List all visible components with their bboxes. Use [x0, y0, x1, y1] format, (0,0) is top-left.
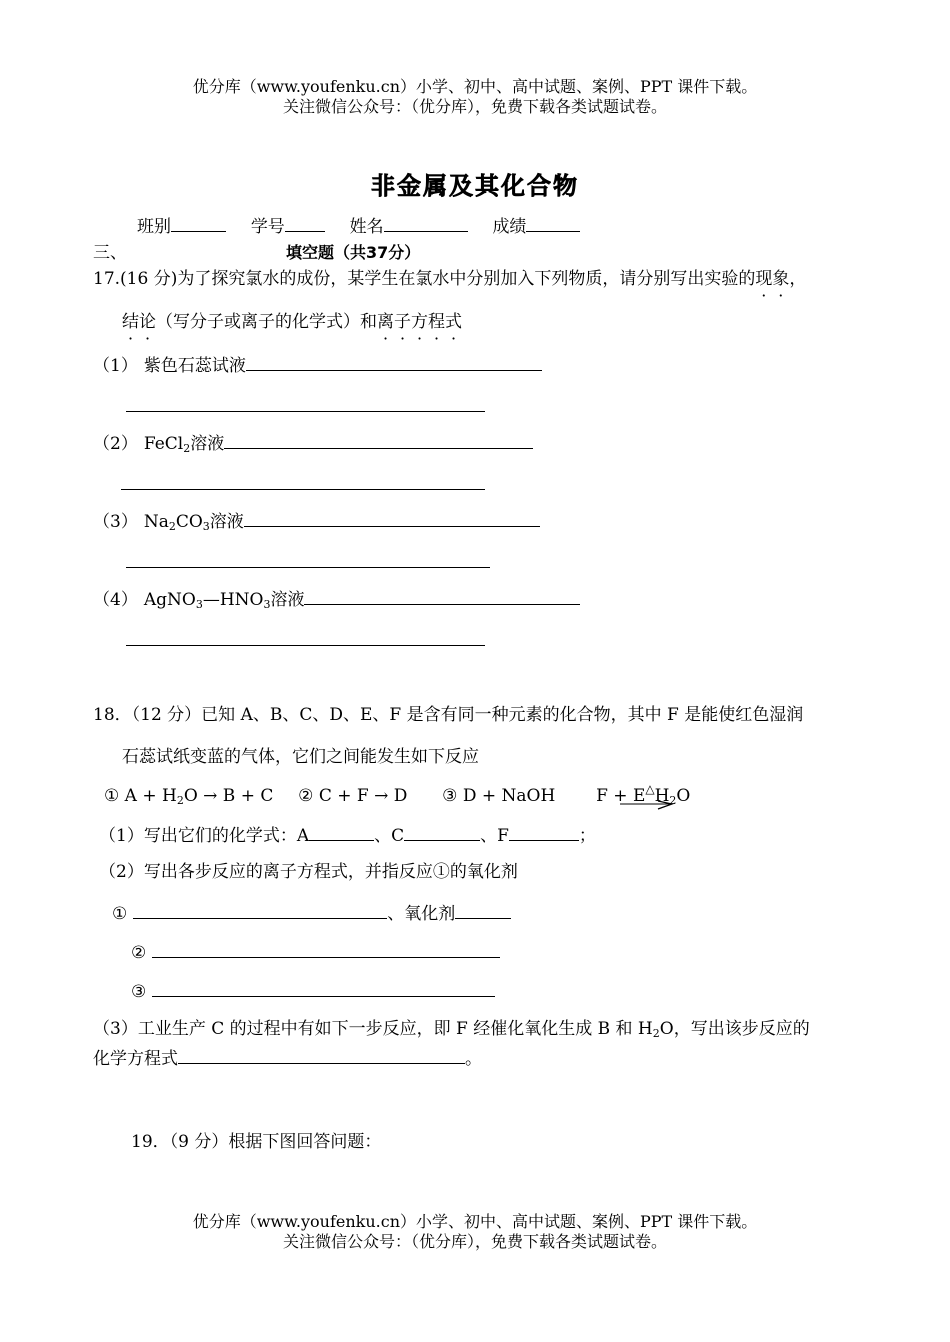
emphasis-char: 象 [772, 269, 790, 289]
q18-part-1 [99, 823, 596, 847]
number-blank[interactable] [285, 214, 325, 232]
q17-item-2 [93, 431, 533, 455]
class-label: 班别 [137, 217, 171, 237]
emphasis-char: 结 [122, 312, 139, 332]
formula-text: FeCl [143, 434, 184, 454]
item-label: （2） [93, 434, 138, 454]
reaction-3-product-text: F + E [596, 786, 646, 806]
q17-stem-text: 17.(16 分)为了探究氯水的成份，某学生在氯水中分别加入下列物质，请分别写出实验的 [93, 269, 756, 289]
q17-stem-line-2 [122, 311, 462, 333]
subscript: 3 [202, 520, 210, 533]
q17-answer-blank-2[interactable] [224, 431, 533, 449]
q17-answer-blank-3[interactable] [244, 509, 540, 527]
q18-equation-3 [131, 979, 495, 1003]
q17-stem-text-2: （写分子或离子的化学式）和 [156, 312, 377, 332]
item-text: 溶液 [209, 512, 244, 532]
item-label: （3） [93, 512, 138, 532]
part-3-answer-blank[interactable] [178, 1046, 465, 1064]
reaction-1-rest: O → B + C [183, 786, 274, 806]
equation-3-blank[interactable] [152, 979, 495, 997]
item-text: 紫色石蕊试液 [143, 356, 246, 376]
heat-triangle-icon: △ [645, 782, 655, 796]
reaction-2: ② C + F → D [298, 786, 408, 806]
q17-item-3 [93, 509, 540, 533]
q17-stem-line-1 [93, 268, 806, 290]
score-blank[interactable] [526, 214, 580, 232]
q18-reactions-row [104, 782, 691, 808]
answer-blank-C[interactable] [404, 823, 480, 841]
q17-comma: ， [789, 269, 807, 289]
part-3-end: 。 [465, 1049, 482, 1069]
q18-equation-2 [131, 940, 500, 964]
part-1-text: （1）写出它们的化学式：A [99, 826, 310, 846]
reaction-arrow-icon [618, 800, 678, 812]
oxidizer-blank[interactable] [455, 901, 511, 919]
subscript: 2 [183, 442, 191, 455]
item-text: 溶液 [270, 590, 305, 610]
circled-3: ③ [131, 982, 147, 1002]
q17-answer-line-4b[interactable] [126, 645, 485, 646]
formula-text: Na [143, 512, 169, 532]
q17-answer-blank-4[interactable] [304, 587, 580, 605]
class-blank[interactable] [171, 214, 226, 232]
q17-answer-line-1b[interactable] [126, 411, 485, 412]
part-1-c-label: 、C [374, 826, 405, 846]
q17-item-1 [93, 353, 542, 377]
q18-stem-line-1: 18．（12 分）已知 A、B、C、D、E、F 是含有同一种元素的化合物，其中 F 是能使红色湿润 [93, 705, 804, 725]
q18-part-3-line-1 [93, 1018, 810, 1040]
oxidizer-label: 、氧化剂 [387, 904, 456, 924]
emphasis-char: 子 [394, 312, 411, 332]
section-title: 填空题（共37分） [286, 243, 421, 262]
subscript: 3 [263, 598, 271, 611]
answer-blank-A[interactable] [309, 823, 374, 841]
formula-text: CO [175, 512, 203, 532]
reaction-3: ③ D + NaOH [442, 786, 556, 806]
part-1-end: ； [578, 826, 596, 846]
item-text: 溶液 [190, 434, 225, 454]
subscript: 2 [652, 1027, 660, 1040]
number-label: 学号 [250, 217, 285, 237]
page-footer-line-1: 优分库（www.youfenku.cn）小学、初中、高中试题、案例、PPT 课件下载。 [192, 1212, 758, 1231]
page-title: 非金属及其化合物 [371, 172, 579, 200]
reaction-1: ① A + H [104, 786, 177, 806]
formula-text: —HNO [202, 590, 264, 610]
student-info-row [137, 214, 580, 238]
name-blank[interactable] [384, 214, 468, 232]
equation-2-blank[interactable] [152, 940, 500, 958]
reaction-3-product-text: H [654, 786, 670, 806]
subscript: 2 [669, 794, 677, 807]
emphasis-char: 离 [377, 312, 394, 332]
name-label: 姓名 [349, 217, 384, 237]
q19-stem: 19．（9 分）根据下图回答问题： [131, 1132, 382, 1152]
subscript: 3 [195, 598, 203, 611]
part-3-label: 化学方程式 [93, 1049, 178, 1069]
section-number: 三、 [93, 243, 127, 263]
circled-2: ② [131, 943, 147, 963]
q17-answer-line-3b[interactable] [126, 567, 490, 568]
q17-answer-line-2b[interactable] [121, 489, 485, 490]
emphasis-char: 现 [755, 269, 773, 289]
reaction-3-product-text: O [676, 786, 691, 806]
q18-part-2: （2）写出各步反应的离子方程式，并指反应①的氧化剂 [99, 862, 518, 882]
q18-part-3-line-2 [93, 1046, 482, 1070]
page-header-line-2: 关注微信公众号：（优分库），免费下载各类试题试卷。 [282, 97, 667, 116]
answer-blank-F[interactable] [509, 823, 579, 841]
formula-text: AgNO [143, 590, 196, 610]
q18-stem-line-2: 石蕊试纸变蓝的气体，它们之间能发生如下反应 [122, 747, 479, 767]
page-footer-line-2: 关注微信公众号：（优分库），免费下载各类试题试卷。 [282, 1232, 667, 1251]
emphasis-char: 方 [411, 312, 428, 332]
q18-equation-1 [112, 901, 511, 925]
emphasis-char: 论 [139, 312, 156, 332]
reaction-3-products [596, 782, 691, 808]
item-label: （4） [93, 590, 138, 610]
page-header-line-1: 优分库（www.youfenku.cn）小学、初中、高中试题、案例、PPT 课件下载。 [192, 77, 758, 96]
score-label: 成绩 [492, 217, 527, 237]
circled-1: ① [112, 904, 128, 924]
part-3-text-2: O，写出该步反应的 [659, 1019, 810, 1039]
subscript: 2 [176, 794, 184, 807]
q17-item-4 [93, 587, 580, 611]
part-1-f-label: 、F [480, 826, 509, 846]
equation-1-blank[interactable] [133, 901, 387, 919]
subscript: 2 [168, 520, 176, 533]
emphasis-char: 式 [445, 312, 462, 332]
item-label: （1） [93, 356, 138, 376]
part-3-text: （3）工业生产 C 的过程中有如下一步反应，即 F 经催化氧化生成 B 和 H [93, 1019, 653, 1039]
emphasis-char: 程 [428, 312, 445, 332]
q17-answer-blank-1[interactable] [246, 353, 542, 371]
